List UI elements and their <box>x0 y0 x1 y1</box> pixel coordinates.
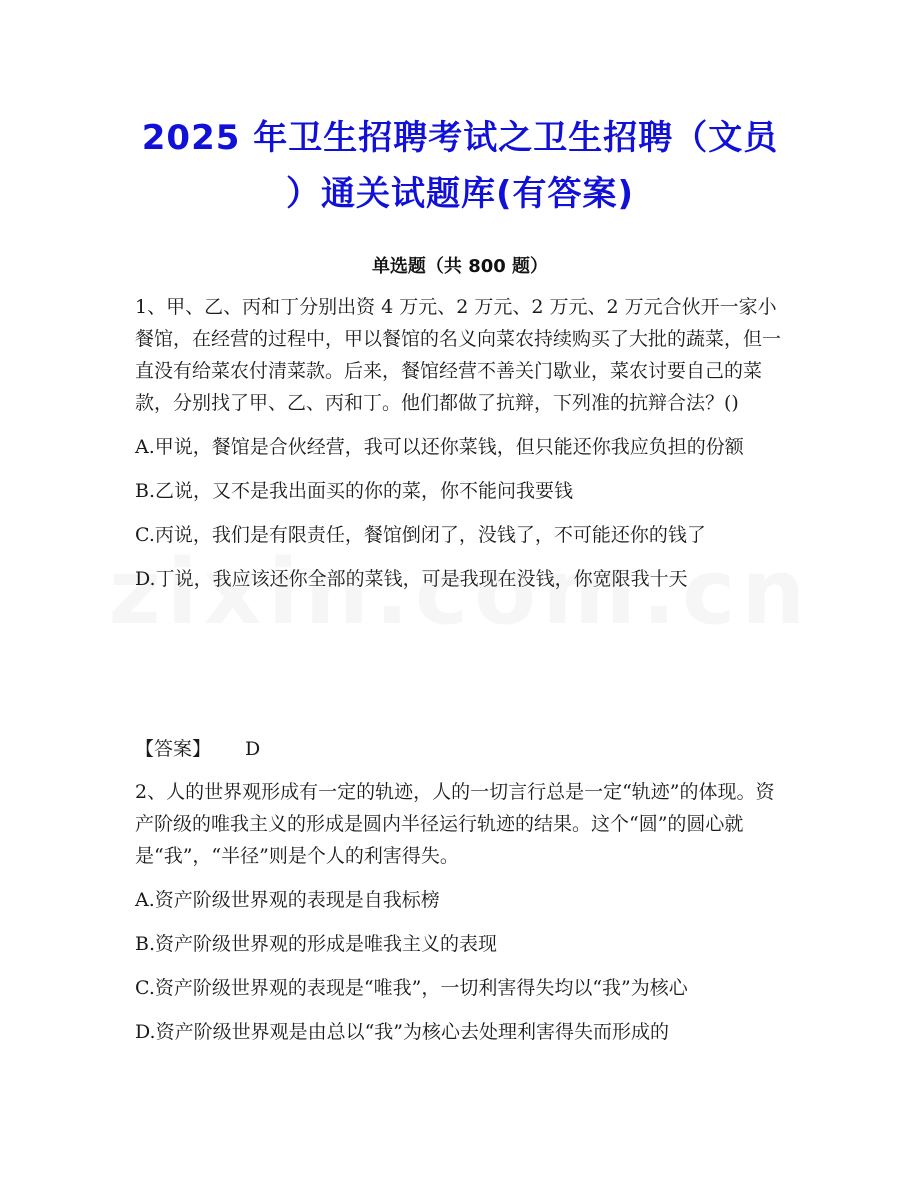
option-b: B.资产阶级世界观的形成是唯我主义的表现 <box>135 933 498 955</box>
option-a: A.甲说，餐馆是合伙经营，我可以还你菜钱，但只能还你我应负担的份额 <box>135 436 744 458</box>
section-heading: 单选题（共 800 题） <box>371 256 549 277</box>
question-2 <box>135 776 785 1060</box>
answer-line <box>135 733 260 765</box>
question-1 <box>135 291 785 607</box>
title-line-1: 2025 年卫生招聘考试之卫生招聘（文员 <box>141 118 779 158</box>
question-stem: 2、人的世界观形成有一定的轨迹，人的一切言行总是一定“轨迹”的体现。资产阶级的唯我主义的形成是圆内半径运行轨迹的结果。这个“圆”的圆心就是“我”，“半径”则是个人的利害得失。 <box>135 781 775 867</box>
answer-value: D <box>245 738 261 760</box>
option-c: C.丙说，我们是有限责任，餐馆倒闭了，没钱了，不可能还你的钱了 <box>135 524 706 546</box>
option-d: D.资产阶级世界观是由总以“我”为核心去处理利害得失而形成的 <box>135 1021 670 1043</box>
title-line-2: ）通关试题库(有答案) <box>285 174 635 214</box>
answer-label: 【答案】 <box>135 738 212 760</box>
document-title <box>100 110 820 222</box>
option-c: C.资产阶级世界观的表现是“唯我”，一切利害得失均以“我”为核心 <box>135 977 688 999</box>
question-stem: 1、甲、乙、丙和丁分别出资 4 万元、2 万元、2 万元、2 万元合伙开一家小餐馆，在经营的过程中，甲以餐馆的名义向菜农持续购买了大批的蔬菜，但一直没有给菜农付清菜款。后来，餐馆经营不善关门歇业，菜农讨要自己的菜款，分别找了甲、乙、丙和丁。他们都做了抗辩，下列准的抗辩合法？() <box>135 296 782 414</box>
option-b: B.乙说，又不是我出面买的你的菜，你不能问我要钱 <box>135 480 574 502</box>
option-a: A.资产阶级世界观的表现是自我标榜 <box>135 889 440 911</box>
option-d: D.丁说，我应该还你全部的菜钱，可是我现在没钱，你宽限我十天 <box>135 568 688 590</box>
